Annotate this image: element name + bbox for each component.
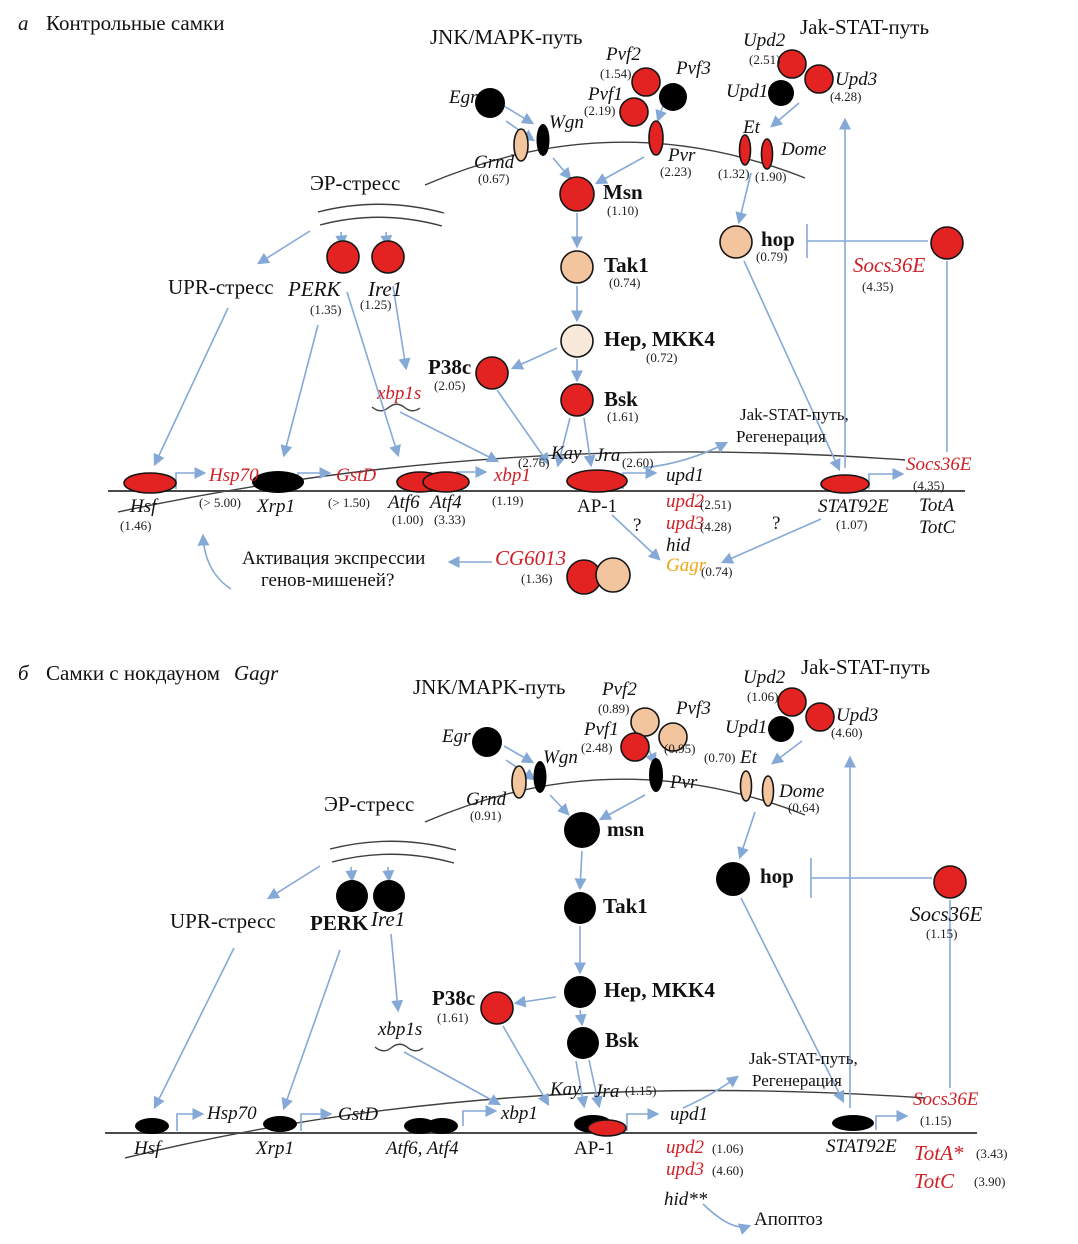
xbp1s-label-b: xbp1s: [378, 1019, 423, 1040]
hid-gene-a: hid: [666, 535, 691, 556]
dome-value-a: (1.90): [755, 169, 787, 184]
et-node-a: [740, 135, 751, 165]
upd3-label-b: Upd3: [836, 705, 879, 726]
tak1-label-a: Tak1: [604, 253, 649, 277]
p38c-node-b: [481, 992, 513, 1024]
gagr-value-a: (0.74): [701, 564, 733, 579]
et-label-b: Et: [740, 747, 757, 768]
upd2-label-b: Upd2: [743, 667, 786, 688]
tota-gene-a: TotA: [919, 495, 955, 516]
pvf3-label-b: Pvf3: [676, 698, 711, 719]
dome-node-b: [763, 776, 774, 806]
p38c-value-a: (2.05): [434, 378, 466, 393]
tota-gene-b: TotA*: [914, 1141, 964, 1165]
cg6013-label-a: CG6013: [495, 546, 567, 570]
egr-node-a: [475, 88, 505, 118]
socs36e-node-b: [934, 866, 966, 898]
atf4-value-a: (3.33): [434, 512, 466, 527]
panel-a-title: Контрольные самки: [46, 11, 225, 35]
upd3-gene-value-b: (4.60): [712, 1163, 744, 1178]
msn-value-a: (1.10): [607, 203, 639, 218]
kay-value-a: (2.76): [518, 455, 550, 470]
upd1-node-b: [768, 716, 794, 742]
dome-label-a: Dome: [781, 139, 827, 160]
upd3-gene-a: upd3: [666, 513, 704, 534]
ire1-value-a: (1.25): [360, 297, 392, 312]
gstd-value-a: (> 1.50): [328, 495, 370, 510]
pvf2-value-b: (0.89): [598, 701, 630, 716]
panel-a-letter: а: [18, 11, 29, 35]
pvf3-label-a: Pvf3: [676, 58, 711, 79]
upd2-node-b: [778, 688, 806, 716]
cg6013-tan-node-a: [596, 558, 630, 592]
hep-node-b: [564, 976, 596, 1008]
socs36e-node-a: [931, 227, 963, 259]
perk-value-a: (1.35): [310, 302, 342, 317]
socs36e-value-a: (4.35): [862, 279, 894, 294]
xrp1-node-a: [252, 471, 304, 493]
atf6-value-a: (1.00): [392, 512, 424, 527]
jnk-pathway-title-a: JNK/MAPK-путь: [430, 25, 583, 49]
pvr-node-a: [649, 121, 663, 155]
upd1-label-a: Upd1: [726, 81, 769, 102]
xrp1-gene-b: Xrp1: [256, 1138, 294, 1159]
hep-mkk4-label-a: Hep, MKK4: [604, 327, 715, 351]
hop-label-a: hop: [761, 227, 795, 251]
tota-value-b: (3.43): [976, 1146, 1008, 1161]
ire1-label-b: Ire1: [371, 907, 406, 931]
upd3-node-a: [805, 65, 833, 93]
pvf1-node-b: [621, 733, 649, 761]
hsf-node-b: [135, 1118, 169, 1134]
xbp1-gene-a: xbp1: [494, 465, 531, 486]
grnd-label-b: Grnd: [466, 789, 507, 810]
atf6-gene-a: Atf6: [388, 492, 420, 513]
jakstat-regen-line1-b: Jak-STAT-путь,: [749, 1049, 858, 1068]
er-stress-label-a: ЭР-стресс: [310, 171, 401, 195]
upd1-node-a: [768, 80, 794, 106]
ap1-label-a: AP-1: [577, 496, 618, 517]
jakstat-pathway-title-a: Jak-STAT-путь: [800, 15, 930, 39]
upd3-gene-value-a: (4.28): [700, 519, 732, 534]
jra-label-b: Jra: [594, 1081, 620, 1102]
grnd-label-a: Grnd: [474, 152, 515, 173]
pvf2-node-b: [631, 708, 659, 736]
pvf2-value-a: (1.54): [600, 66, 632, 81]
upr-stress-label-a: UPR-стресс: [168, 275, 274, 299]
ire1-node-a: [372, 241, 404, 273]
stat92e-node-a: [821, 475, 869, 493]
stat92e-gene-b: STAT92E: [826, 1136, 897, 1157]
xbp1s-label-a: xbp1s: [377, 383, 422, 404]
pvf1-value-a: (2.19): [584, 103, 616, 118]
xrp1-gene-a: Xrp1: [257, 496, 295, 517]
hep-mkk4-label-b: Hep, MKK4: [604, 978, 715, 1002]
msn-node-a: [560, 177, 594, 211]
socs36e-gene-value-b: (1.15): [920, 1113, 952, 1128]
membranes-b: [105, 779, 977, 1158]
upd3-value-b: (4.60): [831, 725, 863, 740]
jra-label-a: Jra: [595, 445, 621, 466]
tak1-label-b: Tak1: [603, 894, 648, 918]
question-mark-stat-a: ?: [772, 513, 781, 534]
pvr-label-b: Pvr: [670, 772, 698, 793]
hop-node-a: [720, 226, 752, 258]
wgn-label-a: Wgn: [549, 112, 584, 133]
upd3-node-b: [806, 703, 834, 731]
jakstat-regen-line2-b: Регенерация: [752, 1071, 842, 1090]
socs36e-label-a: Socs36E: [853, 253, 926, 277]
upd1-label-b: Upd1: [725, 717, 768, 738]
bsk-label-a: Bsk: [604, 387, 638, 411]
ap1-node-a: [567, 470, 627, 492]
dome-value-b: (0.64): [788, 800, 820, 815]
upd2-value-a: (2.51): [749, 52, 781, 67]
panel-b-letter: б: [18, 661, 29, 685]
hsf-gene-b: Hsf: [134, 1138, 161, 1159]
upr-stress-label-b: UPR-стресс: [170, 909, 276, 933]
et-label-a: Et: [743, 117, 760, 138]
gstd-gene-a: GstD: [336, 465, 377, 486]
gstd-gene-b: GstD: [338, 1104, 379, 1125]
pvr-label-a: Pvr: [668, 145, 696, 166]
upd2-value-b: (1.06): [747, 689, 779, 704]
er-stress-label-b: ЭР-стресс: [324, 792, 415, 816]
hep-node-a: [561, 325, 593, 357]
bsk-label-b: Bsk: [605, 1028, 639, 1052]
hsp70-gene-a: Hsp70: [209, 465, 259, 486]
kay-label-b: Kay: [550, 1079, 581, 1100]
msn-node-b: [564, 812, 600, 848]
hid-gene-b: hid**: [664, 1189, 708, 1210]
hop-label-b: hop: [760, 864, 794, 888]
hsp70-gene-b: Hsp70: [207, 1103, 257, 1124]
hsf-node-a: [124, 473, 176, 493]
activation-text-line2-a: генов-мишеней?: [261, 570, 395, 591]
panel-b-title-gene: Gagr: [234, 661, 279, 685]
hsp70-value-a: (> 5.00): [199, 495, 241, 510]
jra-value-a: (2.60): [622, 455, 654, 470]
bsk-value-a: (1.61): [607, 409, 639, 424]
p38c-label-b: P38c: [432, 986, 476, 1010]
jnk-pathway-title-b: JNK/MAPK-путь: [413, 675, 566, 699]
cg6013-value-a: (1.36): [521, 571, 553, 586]
grnd-value-b: (0.91): [470, 808, 502, 823]
upd3-value-a: (4.28): [830, 89, 862, 104]
stat92e-node-b: [832, 1115, 874, 1131]
egr-node-b: [472, 727, 502, 757]
hop-value-a: (0.79): [756, 249, 788, 264]
bsk-node-a: [561, 384, 593, 416]
grnd-node-b: [512, 766, 526, 798]
perk-node-b: [336, 880, 368, 912]
gagr-gene-a: Gagr: [666, 555, 707, 576]
perk-node-a: [327, 241, 359, 273]
upd2-gene-value-b: (1.06): [712, 1141, 744, 1156]
upd2-label-a: Upd2: [743, 30, 786, 51]
hep-mkk4-value-a: (0.72): [646, 350, 678, 365]
et-value-a: (1.32): [718, 166, 750, 181]
totc-gene-a: TotC: [919, 517, 956, 538]
atf6-atf4-gene-b: Atf6, Atf4: [386, 1138, 459, 1159]
p38c-label-a: P38c: [428, 355, 472, 379]
pvf1-label-a: Pvf1: [588, 84, 623, 105]
pvf3-node-a: [659, 83, 687, 111]
socs36e-gene-value-a: (4.35): [913, 478, 945, 493]
pvf1-value-b: (2.48): [581, 740, 613, 755]
socs36e-gene-a: Socs36E: [906, 454, 972, 475]
tak1-node-b: [564, 892, 596, 924]
tak1-node-a: [561, 251, 593, 283]
stat92e-gene-a: STAT92E: [818, 496, 889, 517]
jra-value-b: (1.15): [625, 1083, 657, 1098]
jakstat-regen-line2-a: Регенерация: [736, 427, 826, 446]
panel-b-title: Самки с нокдауном: [46, 661, 220, 685]
upd3-gene-b: upd3: [666, 1159, 704, 1180]
upd2-gene-a: upd2: [666, 491, 704, 512]
pvf2-node-a: [632, 68, 660, 96]
socs36e-gene-b: Socs36E: [913, 1089, 979, 1110]
pvf2-label-a: Pvf2: [606, 44, 641, 65]
upd1-gene-b: upd1: [670, 1104, 708, 1125]
apoptosis-label-b: Апоптоз: [754, 1209, 823, 1230]
p38c-value-b: (1.61): [437, 1010, 469, 1025]
grnd-node-a: [514, 129, 528, 161]
kay-label-a: Kay: [551, 443, 582, 464]
et-node-b: [741, 771, 752, 801]
upd2-node-a: [778, 50, 806, 78]
pvf1-label-b: Pvf1: [584, 719, 619, 740]
stat92e-value-a: (1.07): [836, 517, 868, 532]
ap1-red-node-b: [588, 1120, 626, 1136]
ap1-label-b: AP-1: [574, 1138, 615, 1159]
egr-label-b: Egr: [442, 726, 471, 747]
et-value-b: (0.70): [704, 750, 736, 765]
pvf1-node-a: [620, 98, 648, 126]
wgn-node-a: [537, 124, 550, 156]
xrp1-node-b: [263, 1116, 297, 1132]
socs36e-label-b: Socs36E: [910, 902, 983, 926]
upd2-gene-b: upd2: [666, 1137, 704, 1158]
perk-label-a: PERK: [288, 277, 341, 301]
xbp1-value-a: (1.19): [492, 493, 524, 508]
pvr-node-b: [649, 758, 663, 792]
upd3-label-a: Upd3: [835, 69, 878, 90]
egr-label-a: Egr: [449, 87, 478, 108]
atf4-node-b: [426, 1118, 458, 1134]
msn-label-a: Msn: [603, 180, 643, 204]
grnd-value-a: (0.67): [478, 171, 510, 186]
xbp1-gene-b: xbp1: [501, 1103, 538, 1124]
pvr-value-a: (2.23): [660, 164, 692, 179]
dome-label-b: Dome: [779, 781, 825, 802]
ire1-label-a: Ire1: [368, 277, 403, 301]
atf4-gene-a: Atf4: [430, 492, 462, 513]
dome-node-a: [762, 139, 773, 169]
pvf2-label-b: Pvf2: [602, 679, 637, 700]
perk-label-b: PERK: [310, 911, 369, 935]
socs36e-value-b: (1.15): [926, 926, 958, 941]
tak1-value-a: (0.74): [609, 275, 641, 290]
totc-value-b: (3.90): [974, 1174, 1006, 1189]
hop-node-b: [716, 862, 750, 896]
upd1-gene-a: upd1: [666, 465, 704, 486]
wgn-label-b: Wgn: [543, 747, 578, 768]
atf4-node-a: [423, 472, 469, 492]
upd2-gene-value-a: (2.51): [700, 497, 732, 512]
msn-label-b: msn: [607, 817, 645, 841]
pvf3-value-b: (0.95): [664, 741, 696, 756]
jakstat-pathway-title-b: Jak-STAT-путь: [801, 655, 931, 679]
bsk-node-b: [567, 1027, 599, 1059]
question-mark-ap1-a: ?: [633, 515, 642, 536]
hsf-value-a: (1.46): [120, 518, 152, 533]
jakstat-regen-line1-a: Jak-STAT-путь,: [740, 405, 849, 424]
hsf-gene-a: Hsf: [130, 496, 157, 517]
totc-gene-b: TotC: [914, 1169, 955, 1193]
activation-text-line1-a: Активация экспрессии: [242, 548, 426, 569]
p38c-node-a: [476, 357, 508, 389]
